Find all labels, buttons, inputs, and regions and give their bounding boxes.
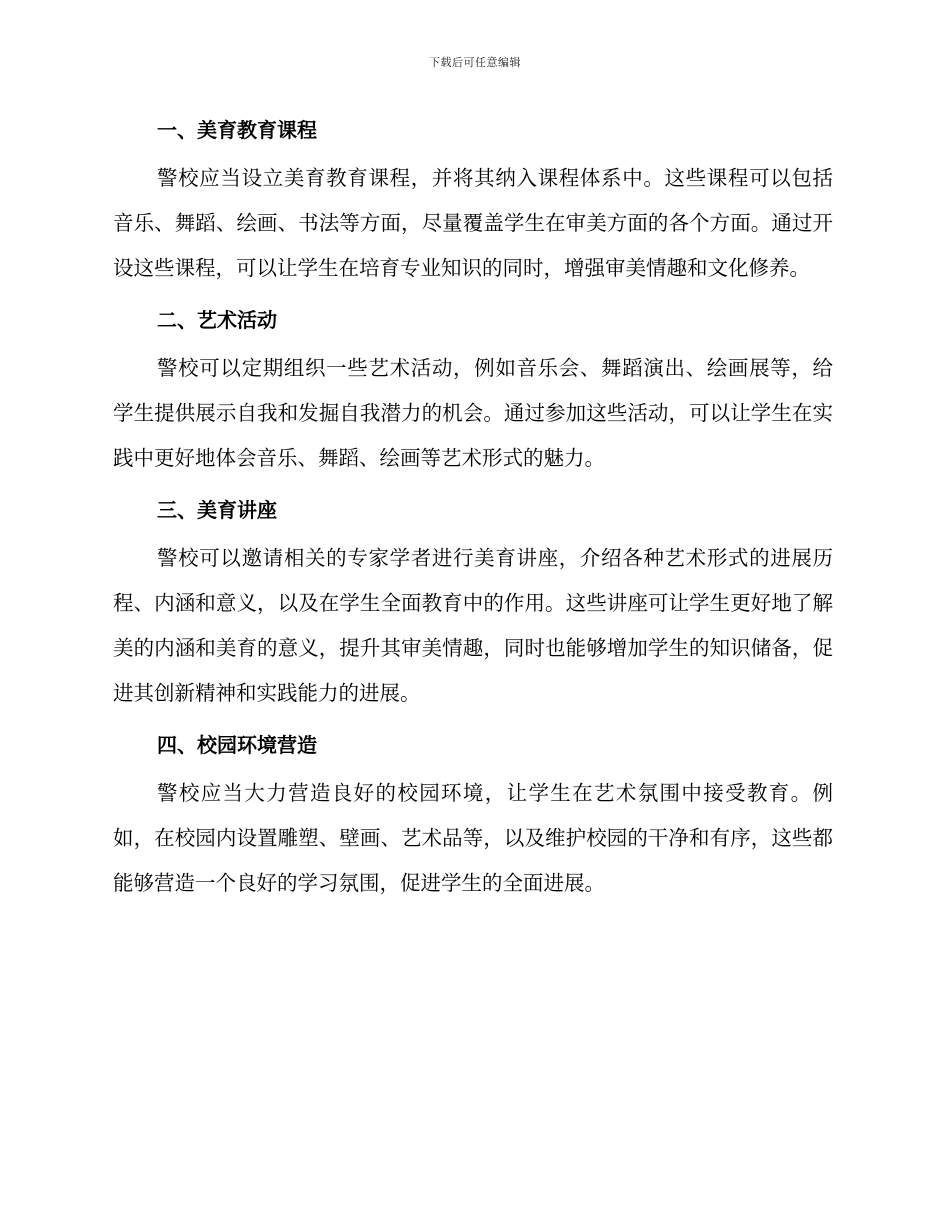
- section-heading: 三、美育讲座: [157, 498, 277, 522]
- section-aesthetic-lectures: [113, 490, 833, 716]
- section-paragraph: 警校可以邀请相关的专家学者进行美育讲座，介绍各种艺术形式的进展历程、内涵和意义，以及在学生全面教育中的作用。这些讲座可让学生更好地了解美的内涵和美育的意义，提升其审美情趣，同时也能够增加学生的知识储备，促进其创新精神和实践能力的进展。: [113, 546, 833, 705]
- section-art-activities: [113, 300, 833, 481]
- section-paragraph: 警校应当大力营造良好的校园环境，让学生在艺术氛围中接受教育。例如，在校园内设置雕塑、壁画、艺术品等，以及维护校园的干净和有序，这些都能够营造一个良好的学习氛围，促进学生的全面进展。: [113, 781, 833, 895]
- header-note: 下载后可任意编辑: [429, 56, 521, 69]
- section-heading: 一、美育教育课程: [157, 118, 317, 142]
- section-heading: 二、艺术活动: [157, 308, 277, 332]
- section-paragraph: 警校应当设立美育教育课程，并将其纳入课程体系中。这些课程可以包括音乐、舞蹈、绘画、书法等方面，尽量覆盖学生在审美方面的各个方面。通过开设这些课程，可以让学生在培育专业知识的同时，增强审美情趣和文化修养。: [113, 166, 833, 280]
- section-heading: 四、校园环境营造: [157, 733, 317, 757]
- section-campus-environment: [113, 725, 833, 906]
- document-content: [113, 110, 833, 906]
- section-aesthetic-courses: [113, 110, 833, 291]
- section-paragraph: 警校可以定期组织一些艺术活动，例如音乐会、舞蹈演出、绘画展等，给学生提供展示自我和发掘自我潜力的机会。通过参加这些活动，可以让学生在实践中更好地体会音乐、舞蹈、绘画等艺术形式的魅力。: [113, 356, 833, 470]
